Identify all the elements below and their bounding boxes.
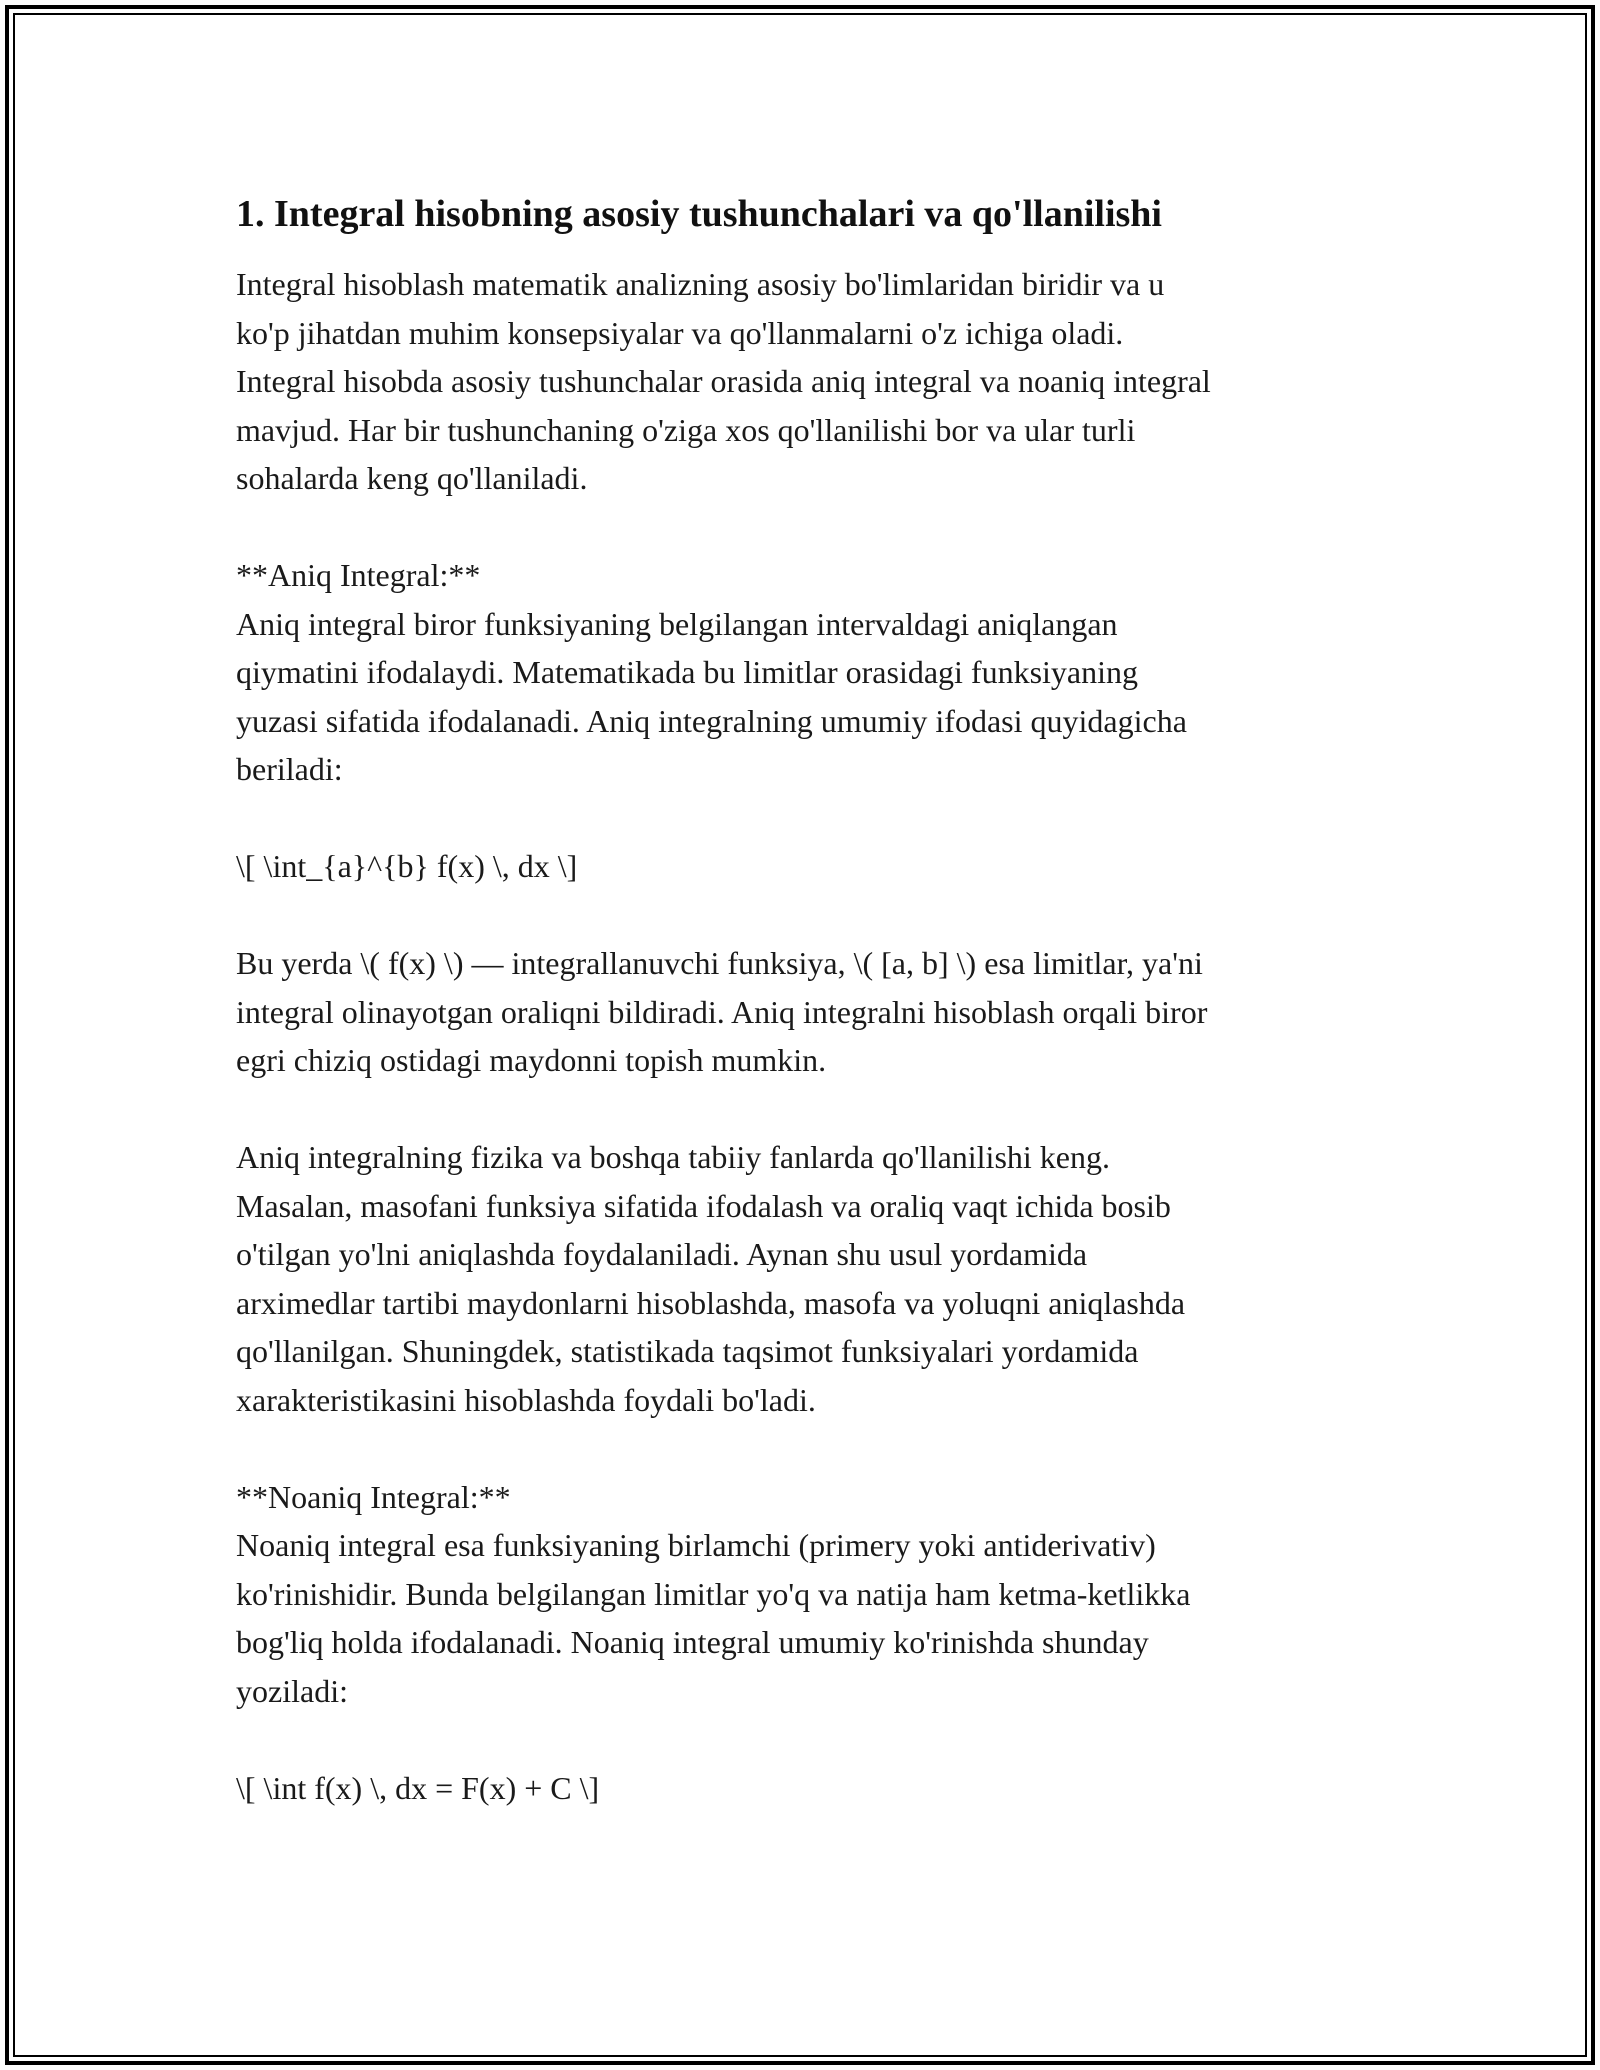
indefinite-integral-formula xyxy=(236,1764,1366,1813)
text-line: o'tilgan yo'lni aniqlashda foydalaniladi. Aynan shu usul yordamida xyxy=(236,1236,1088,1272)
text-line: bog'liq holda ifodalanadi. Noaniq integral umumiy ko'rinishda shunday xyxy=(236,1624,1149,1660)
text-line: Aniq integral biror funksiyaning belgilangan intervaldagi aniqlangan xyxy=(236,605,1118,642)
text-line: Bu yerda \( f(x) \) — integrallanuvchi funksiya, \( [a, b] \) esa limitlar, ya'ni xyxy=(236,945,1203,981)
definite-explanation-paragraph xyxy=(236,939,1366,1085)
text-line: yuzasi sifatida ifodalanadi. Aniq integralning umumiy ifodasi quyidagicha xyxy=(236,702,1187,739)
text-line: qo'llanilgan. Shuningdek, statistikada taqsimot funksiyalari yordamida xyxy=(236,1333,1139,1369)
text-line: Aniq integralning fizika va boshqa tabiiy fanlarda qo'llanilishi keng. xyxy=(236,1139,1110,1175)
text-line: Masalan, masofani funksiya sifatida ifodalash va oraliq vaqt ichida bosib xyxy=(236,1187,1171,1224)
text-line: integral olinayotgan oraliqni bildiradi. Aniq integralni hisoblash orqali biror xyxy=(236,993,1208,1030)
text-line: ko'rinishidir. Bunda belgilangan limitlar yo'q va natija ham ketma-ketlikka xyxy=(236,1575,1191,1612)
definite-integral-formula xyxy=(236,842,1366,891)
document-page xyxy=(236,186,1366,1812)
text-line: Integral hisobda asosiy tushunchalar orasida aniq integral va noaniq integral xyxy=(236,363,1211,399)
text-line: mavjud. Har bir tushunchaning o'ziga xos qo'llanilishi bor va ular turli xyxy=(236,411,1136,448)
text-line: ko'p jihatdan muhim konsepsiyalar va qo'llanmalarni o'z ichiga oladi. xyxy=(236,314,1124,351)
formula-line: \[ \int_{a}^{b} f(x) \, dx \] xyxy=(236,848,578,884)
formula-line: \[ \int f(x) \, dx = F(x) + C \] xyxy=(236,1769,600,1806)
text-line: qiymatini ifodalaydi. Matematikada bu limitlar orasidagi funksiyaning xyxy=(236,654,1139,690)
section-heading-indefinite: **Noaniq Integral:** xyxy=(236,1478,511,1515)
text-line: beriladi: xyxy=(236,751,343,787)
text-line: egri chiziq ostidagi maydonni topish mumkin. xyxy=(236,1042,827,1078)
text-line: arximedlar tartibi maydonlarni hisoblashda, masofa va yoluqni aniqlashda xyxy=(236,1284,1186,1321)
section-heading-definite: **Aniq Integral:** xyxy=(236,557,481,593)
definite-application-paragraph xyxy=(236,1133,1366,1424)
text-line: Integral hisoblash matematik analizning asosiy bo'limlaridan biridir va u xyxy=(236,266,1165,302)
text-line: xarakteristikasini hisoblashda foydali bo'ladi. xyxy=(236,1381,816,1418)
indefinite-integral-section xyxy=(236,1473,1366,1716)
text-line: yoziladi: xyxy=(236,1672,348,1709)
definite-integral-section xyxy=(236,551,1366,794)
text-line: Noaniq integral esa funksiyaning birlamchi (primery yoki antiderivativ) xyxy=(236,1527,1156,1563)
page-title: 1. Integral hisobning asosiy tushunchalari va qo'llanilishi xyxy=(236,193,1162,235)
text-line: sohalarda keng qo'llaniladi. xyxy=(236,460,588,496)
intro-paragraph xyxy=(236,260,1366,503)
